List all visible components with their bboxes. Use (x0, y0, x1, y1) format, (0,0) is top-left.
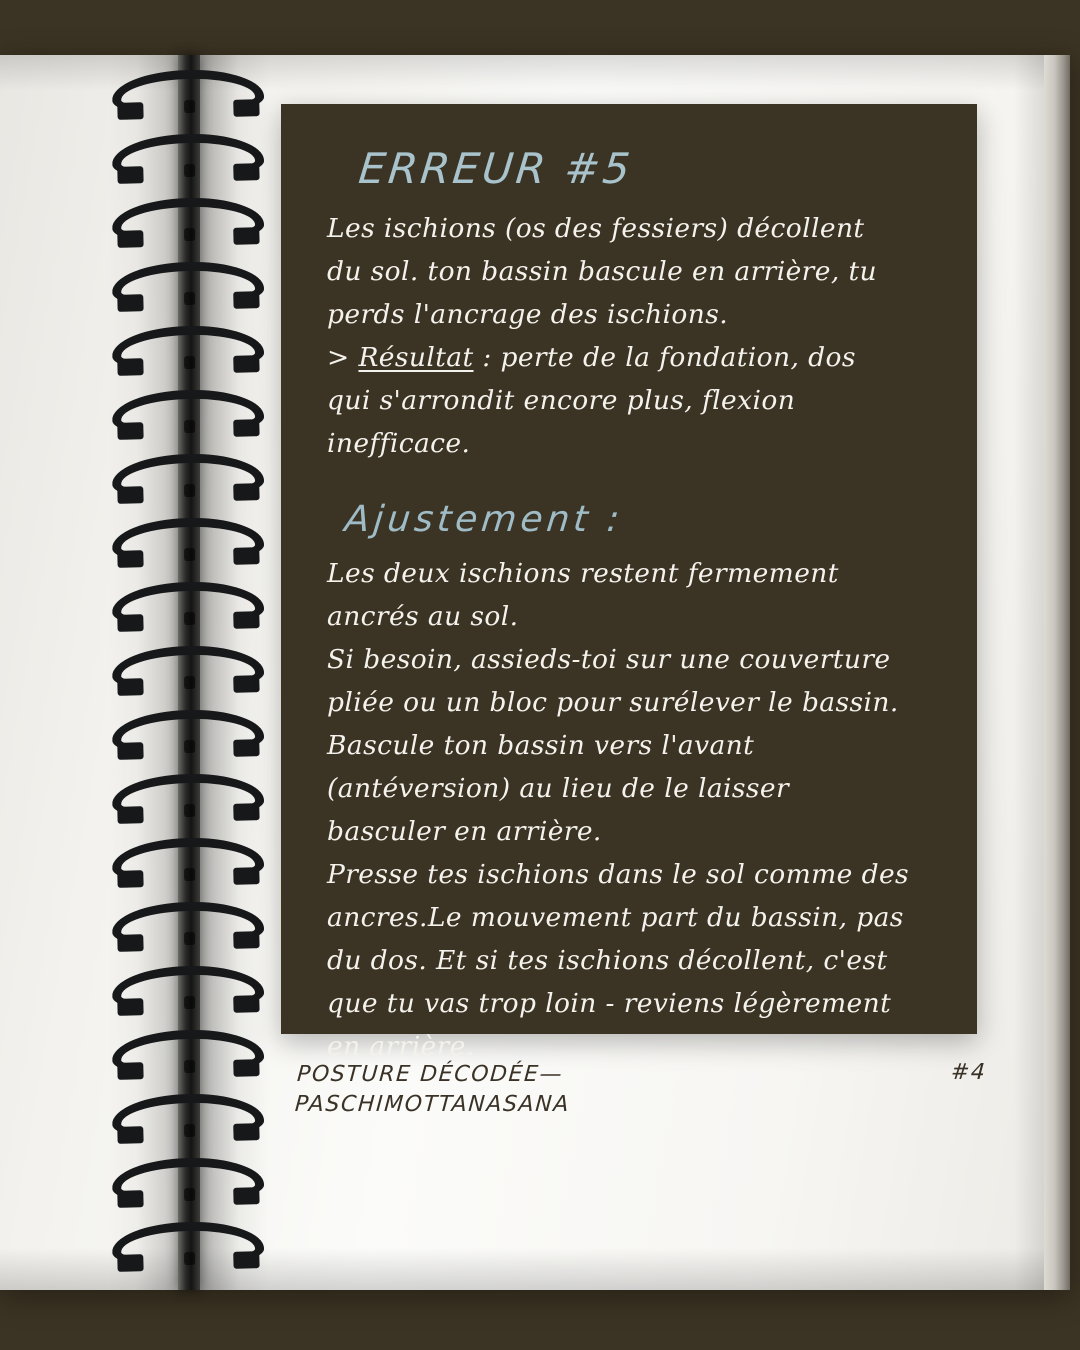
punch-hole (184, 420, 195, 433)
adjust-line: ancrés au sol. (327, 601, 519, 632)
punch-hole (184, 740, 195, 753)
error-line: qui s'arrondit encore plus, flexion (327, 385, 796, 416)
result-line (327, 336, 947, 379)
paper-page-stack-edge (1044, 55, 1070, 1290)
footer-title-line-2: PASCHIMOTTANASANA (294, 1092, 571, 1117)
punch-hole (184, 164, 195, 177)
result-prefix: > (327, 342, 359, 373)
error-line: perds l'ancrage des ischions. (327, 299, 729, 330)
error-line: du sol. ton bassin bascule en arrière, tu (327, 256, 877, 287)
adjust-line: Les deux ischions restent fermement (327, 558, 839, 589)
adjust-line: ancres.Le mouvement part du bassin, pas (327, 902, 904, 933)
error-line: Les ischions (os des fessiers) décollent (327, 213, 865, 244)
punch-hole (184, 932, 195, 945)
adjust-line: que tu vas trop loin - reviens légèrement (327, 988, 892, 1019)
punch-hole (184, 868, 195, 881)
punch-hole (184, 1124, 195, 1137)
section-title-adjustment: Ajustement : (342, 499, 626, 540)
punch-hole (184, 996, 195, 1009)
footer-title-line-1: POSTURE DÉCODÉE— (296, 1062, 565, 1087)
punch-hole (184, 228, 195, 241)
punch-hole (184, 804, 195, 817)
error-line: inefficace. (327, 428, 471, 459)
note-card (281, 104, 977, 1062)
adjust-line: Bascule ton bassin vers l'avant (327, 730, 755, 761)
adjust-line: pliée ou un bloc pour surélever le bassin. (327, 687, 899, 718)
adjust-line: Presse tes ischions dans le sol comme des (327, 859, 910, 890)
punch-hole (184, 292, 195, 305)
punch-hole (184, 1060, 195, 1073)
error-description (327, 207, 947, 465)
punch-hole (184, 1188, 195, 1201)
result-rest: : perte de la fondation, dos (473, 342, 856, 373)
punch-hole (184, 484, 195, 497)
punch-hole (184, 548, 195, 561)
adjustment-description (327, 552, 947, 1068)
page-title: ERREUR #5 (356, 144, 636, 193)
paper-edge-shadow (1014, 55, 1044, 1290)
punch-hole (184, 676, 195, 689)
adjust-line: (antéversion) au lieu de le laisser (327, 773, 790, 804)
adjust-line: basculer en arrière. (327, 816, 602, 847)
page-footer (296, 1060, 996, 1120)
adjust-line: en arrière. (327, 1031, 475, 1062)
result-label: Résultat (358, 342, 474, 373)
punch-hole (184, 1252, 195, 1265)
punch-hole (184, 612, 195, 625)
adjust-line: du dos. Et si tes ischions décollent, c'est (327, 945, 888, 976)
footer-title (294, 1060, 573, 1120)
page-number: #4 (949, 1060, 987, 1085)
adjust-line: Si besoin, assieds-toi sur une couverture (327, 644, 891, 675)
punch-hole (184, 100, 195, 113)
punch-hole (184, 356, 195, 369)
